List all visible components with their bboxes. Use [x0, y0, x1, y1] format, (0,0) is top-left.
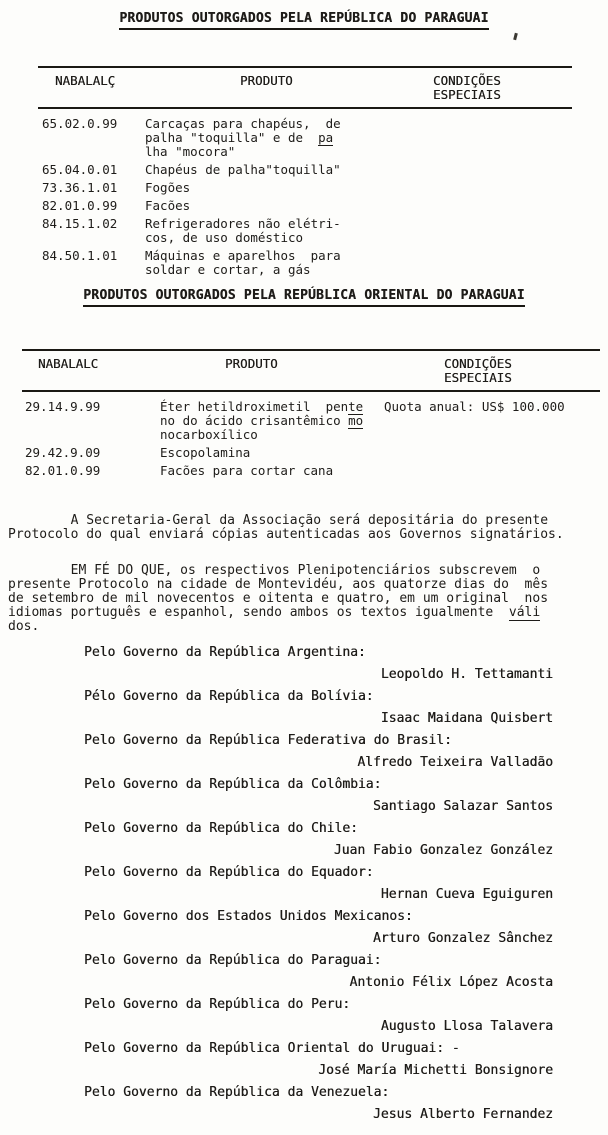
product-cell — [145, 249, 420, 277]
text-segment: Protocolo do qual enviará cópias autenticadas aos Governos signatários. — [8, 527, 564, 542]
conditions-cell — [420, 163, 572, 177]
signature-block — [0, 866, 608, 902]
header-condicoes — [384, 357, 600, 385]
product-line — [160, 400, 384, 414]
table-header-row — [22, 349, 600, 392]
paragraph-line — [8, 620, 608, 634]
product-line — [145, 163, 420, 177]
product-cell — [160, 400, 384, 442]
hyphen-continuation-text: váli — [508, 605, 541, 620]
header-condicoes-line1: CONDIÇÕES — [433, 73, 501, 88]
header-condicoes-line2: ESPECIAIS — [433, 87, 501, 102]
text-segment: Máquinas e aparelhos para — [145, 248, 341, 263]
nabalalc-code: 29.42.9.09 — [25, 445, 101, 460]
nabalalc-code: 65.02.0.99 — [42, 116, 118, 131]
product-cell — [145, 217, 420, 245]
text-segment: Carcaças para chapéus, de — [145, 116, 341, 131]
signatory-name: Alfredo Teixeira Valladão — [357, 755, 553, 770]
signature-block — [0, 734, 608, 770]
table-row — [38, 117, 572, 159]
text-segment: Facões — [145, 198, 191, 213]
nabalalc-code: 84.15.1.02 — [42, 216, 118, 231]
table-header-row — [38, 66, 572, 109]
signatory-name: Jesus Alberto Fernandez — [372, 1107, 553, 1122]
signatory-name: Arturo Gonzalez Sânchez — [372, 931, 553, 946]
signature-block — [0, 1086, 608, 1122]
product-line — [145, 199, 420, 213]
signatory-name: Hernan Cueva Eguiguren — [380, 887, 553, 902]
conditions-cell — [420, 199, 572, 213]
signature-government-label: Pelo Governo da República do Peru: — [84, 997, 351, 1012]
paragraph-line — [8, 592, 608, 606]
paragraph-line — [8, 606, 608, 620]
conditions-cell — [420, 117, 572, 159]
signature-block — [0, 910, 608, 946]
section2-title-text: PRODUTOS OUTORGADOS PELA REPÚBLICA ORIENTAL DO PARAGUAI — [83, 288, 524, 307]
text-segment: Éter hetildroximetil pen — [160, 399, 349, 414]
signature-government-label: Pelo Governo da República Argentina: — [84, 645, 366, 660]
section1-title-text: PRODUTOS OUTORGADOS PELA REPÚBLICA DO PARAGUAI — [119, 11, 488, 30]
signature-block — [0, 646, 608, 682]
signature-government-label: Pelo Governo da República do Paraguai: — [84, 953, 382, 968]
product-cell — [145, 181, 420, 195]
text-segment: no do ácido crisantêmico — [160, 413, 349, 428]
signature-block — [0, 822, 608, 858]
products-table-oriental — [22, 349, 600, 478]
table-body — [38, 109, 572, 277]
hyphen-continuation-text: pa — [318, 130, 334, 145]
signatory-name: Santiago Salazar Santos — [372, 799, 553, 814]
conditions-cell: Quota anual: US$ 100.000 — [384, 399, 565, 414]
product-line — [160, 464, 384, 478]
signature-block — [0, 690, 608, 726]
signature-block — [0, 998, 608, 1034]
text-segment: Escopolamina — [160, 445, 251, 460]
product-line — [160, 414, 384, 428]
table-body — [22, 392, 600, 478]
hyphen-continuation-text: te — [348, 399, 364, 414]
text-segment: idiomas português e espanhol, sendo ambos os textos igualmente — [8, 605, 509, 620]
product-line — [160, 446, 384, 460]
text-segment: Facões para cortar cana — [160, 463, 334, 478]
signature-block — [0, 778, 608, 814]
signatory-name: Antonio Félix López Acosta — [349, 975, 553, 990]
signature-government-label: Pelo Governo da República do Chile: — [84, 821, 358, 836]
conditions-cell — [420, 249, 572, 277]
paragraph-line — [8, 528, 608, 542]
product-line — [145, 145, 420, 159]
nabalalc-code: 65.04.0.01 — [42, 162, 118, 177]
signatory-name: Juan Fabio Gonzalez González — [333, 843, 553, 858]
table-row — [38, 217, 572, 245]
product-line — [160, 428, 384, 442]
paragraph — [8, 564, 608, 634]
signature-government-label: Pelo Governo da República Federativa do Brasil: — [84, 733, 452, 748]
signature-government-label: Pelo Governo da República da Venezuela: — [84, 1085, 390, 1100]
nabalalc-code: 82.01.0.99 — [42, 198, 118, 213]
signature-block — [0, 1042, 608, 1078]
section1-title — [0, 0, 608, 26]
signature-government-label: Pelo Governo da República da Colômbia: — [84, 777, 382, 792]
table-row — [22, 400, 600, 442]
nabalalc-code: 29.14.9.99 — [25, 399, 101, 414]
conditions-cell — [420, 181, 572, 195]
signatory-name: José María Michetti Bonsignore — [318, 1063, 553, 1078]
signatory-name: Augusto Llosa Talavera — [380, 1019, 553, 1034]
signatory-name: Isaac Maidana Quisbert — [380, 711, 553, 726]
product-line — [145, 131, 420, 145]
product-line — [145, 263, 420, 277]
header-produto: PRODUTO — [225, 356, 278, 371]
nabalalc-code: 84.50.1.01 — [42, 248, 118, 263]
product-cell — [160, 464, 384, 478]
signature-government-label: Pelo Governo dos Estados Unidos Mexicanos: — [84, 909, 413, 924]
header-condicoes — [420, 74, 572, 102]
product-line — [145, 217, 420, 231]
product-line — [145, 181, 420, 195]
text-segment: cos, de uso doméstico — [145, 230, 304, 245]
header-produto: PRODUTO — [240, 73, 293, 88]
product-cell — [145, 117, 420, 159]
product-cell — [145, 199, 420, 213]
conditions-cell — [420, 217, 572, 245]
nabalalc-code: 82.01.0.99 — [25, 463, 101, 478]
text-segment: EM FÉ DO QUE, os respectivos Plenipotenciários subscrevem o — [8, 563, 541, 578]
text-segment: A Secretaria-Geral da Associação será depositária do presente — [8, 513, 549, 528]
text-segment: Chapéus de palha"toquilla" — [145, 162, 341, 177]
table-row — [38, 249, 572, 277]
paragraph — [8, 514, 608, 542]
products-table-paraguay — [38, 66, 572, 277]
paragraph-line — [8, 578, 608, 592]
table-row — [38, 181, 572, 195]
product-cell — [160, 446, 384, 460]
hyphen-continuation-text: mo — [348, 413, 364, 428]
product-cell — [145, 163, 420, 177]
text-segment: nocarboxílico — [160, 427, 258, 442]
paragraph-line — [8, 564, 608, 578]
signatory-name: Leopoldo H. Tettamanti — [380, 667, 553, 682]
header-condicoes-line1: CONDIÇÕES — [444, 356, 512, 371]
text-segment: Fogões — [145, 180, 191, 195]
table-row — [38, 199, 572, 213]
text-segment: palha "toquilla" e de — [145, 130, 319, 145]
header-condicoes-line2: ESPECIAIS — [444, 370, 512, 385]
table-row — [22, 464, 600, 478]
text-segment: Refrigeradores não elétri- — [145, 216, 341, 231]
table-row — [22, 446, 600, 460]
nabalalc-code: 73.36.1.01 — [42, 180, 118, 195]
product-line — [145, 249, 420, 263]
signature-government-label: Pelo Governo da República do Equador: — [84, 865, 374, 880]
conditions-cell — [384, 446, 600, 460]
body-paragraphs — [8, 514, 608, 634]
signature-government-label: Pelo Governo da República Oriental do Uruguai: - — [84, 1041, 460, 1056]
product-line — [145, 231, 420, 245]
text-segment: lha "mocora" — [145, 144, 236, 159]
text-segment: soldar e cortar, a gás — [145, 262, 311, 277]
text-segment: dos. — [8, 619, 40, 634]
text-segment: presente Protocolo na cidade de Montevidéu, aos quatorze dias do mês — [8, 577, 549, 592]
signature-block — [0, 954, 608, 990]
product-line — [145, 117, 420, 131]
paragraph-line — [8, 514, 608, 528]
table-row — [38, 163, 572, 177]
text-segment: de setembro de mil novecentos e oitenta e quatro, em um original nos — [8, 591, 549, 606]
conditions-cell — [384, 464, 600, 478]
header-nabalalc: NABALALÇ — [55, 73, 116, 88]
header-nabalalc: NABALALC — [38, 356, 99, 371]
section2-title — [0, 289, 608, 303]
signature-government-label: Pélo Governo da República da Bolívia: — [84, 689, 374, 704]
signature-list — [0, 646, 608, 1122]
